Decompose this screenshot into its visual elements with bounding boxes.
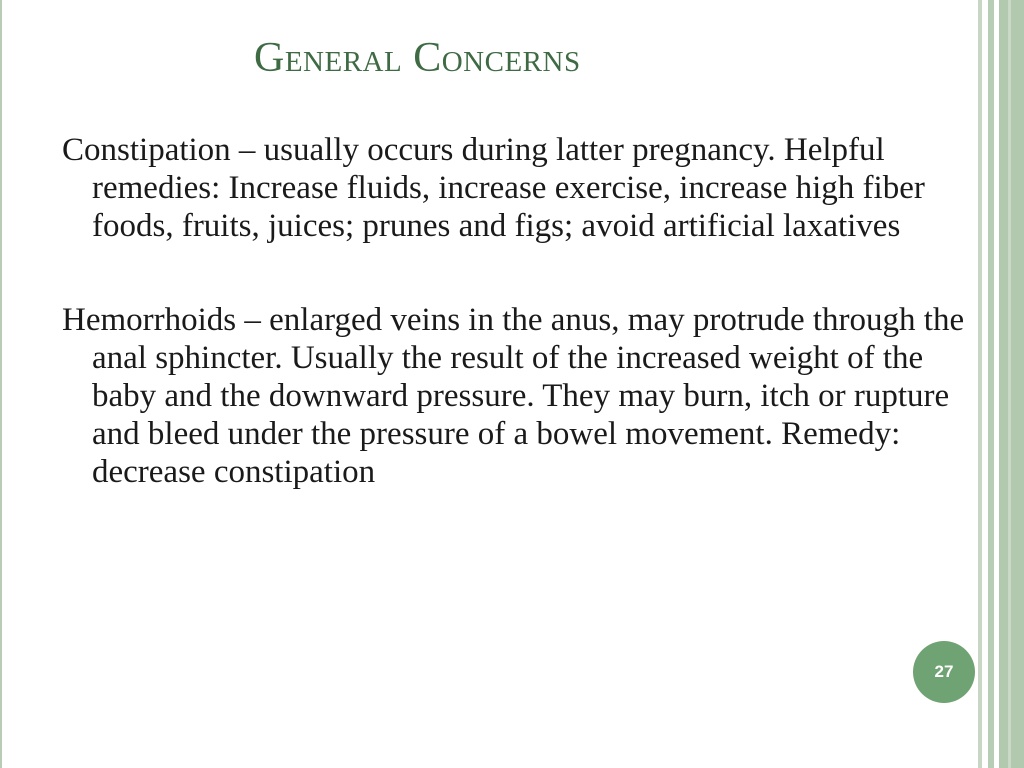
slide-title: General Concerns	[254, 35, 581, 81]
paragraph-hemorrhoids: Hemorrhoids – enlarged veins in the anus, may protrude through the anal sphincter. Usually the result of the increased weight of the baby and the downward pressure. They may burn, itch or rupture and bleed under the pressure of a bowel movement. Remedy: decrease constipation	[62, 302, 965, 490]
right-stripe	[999, 0, 1024, 768]
slide-body	[62, 131, 967, 491]
paragraph-constipation: Constipation – usually occurs during latter pregnancy. Helpful remedies: Increase fluids, increase exercise, increase high fiber foods, fruits, juices; prunes and figs; avoid artificial laxatives	[62, 132, 925, 244]
left-border	[0, 0, 2, 768]
page-number-badge: 27	[913, 641, 975, 703]
right-stripe	[1008, 0, 1011, 768]
